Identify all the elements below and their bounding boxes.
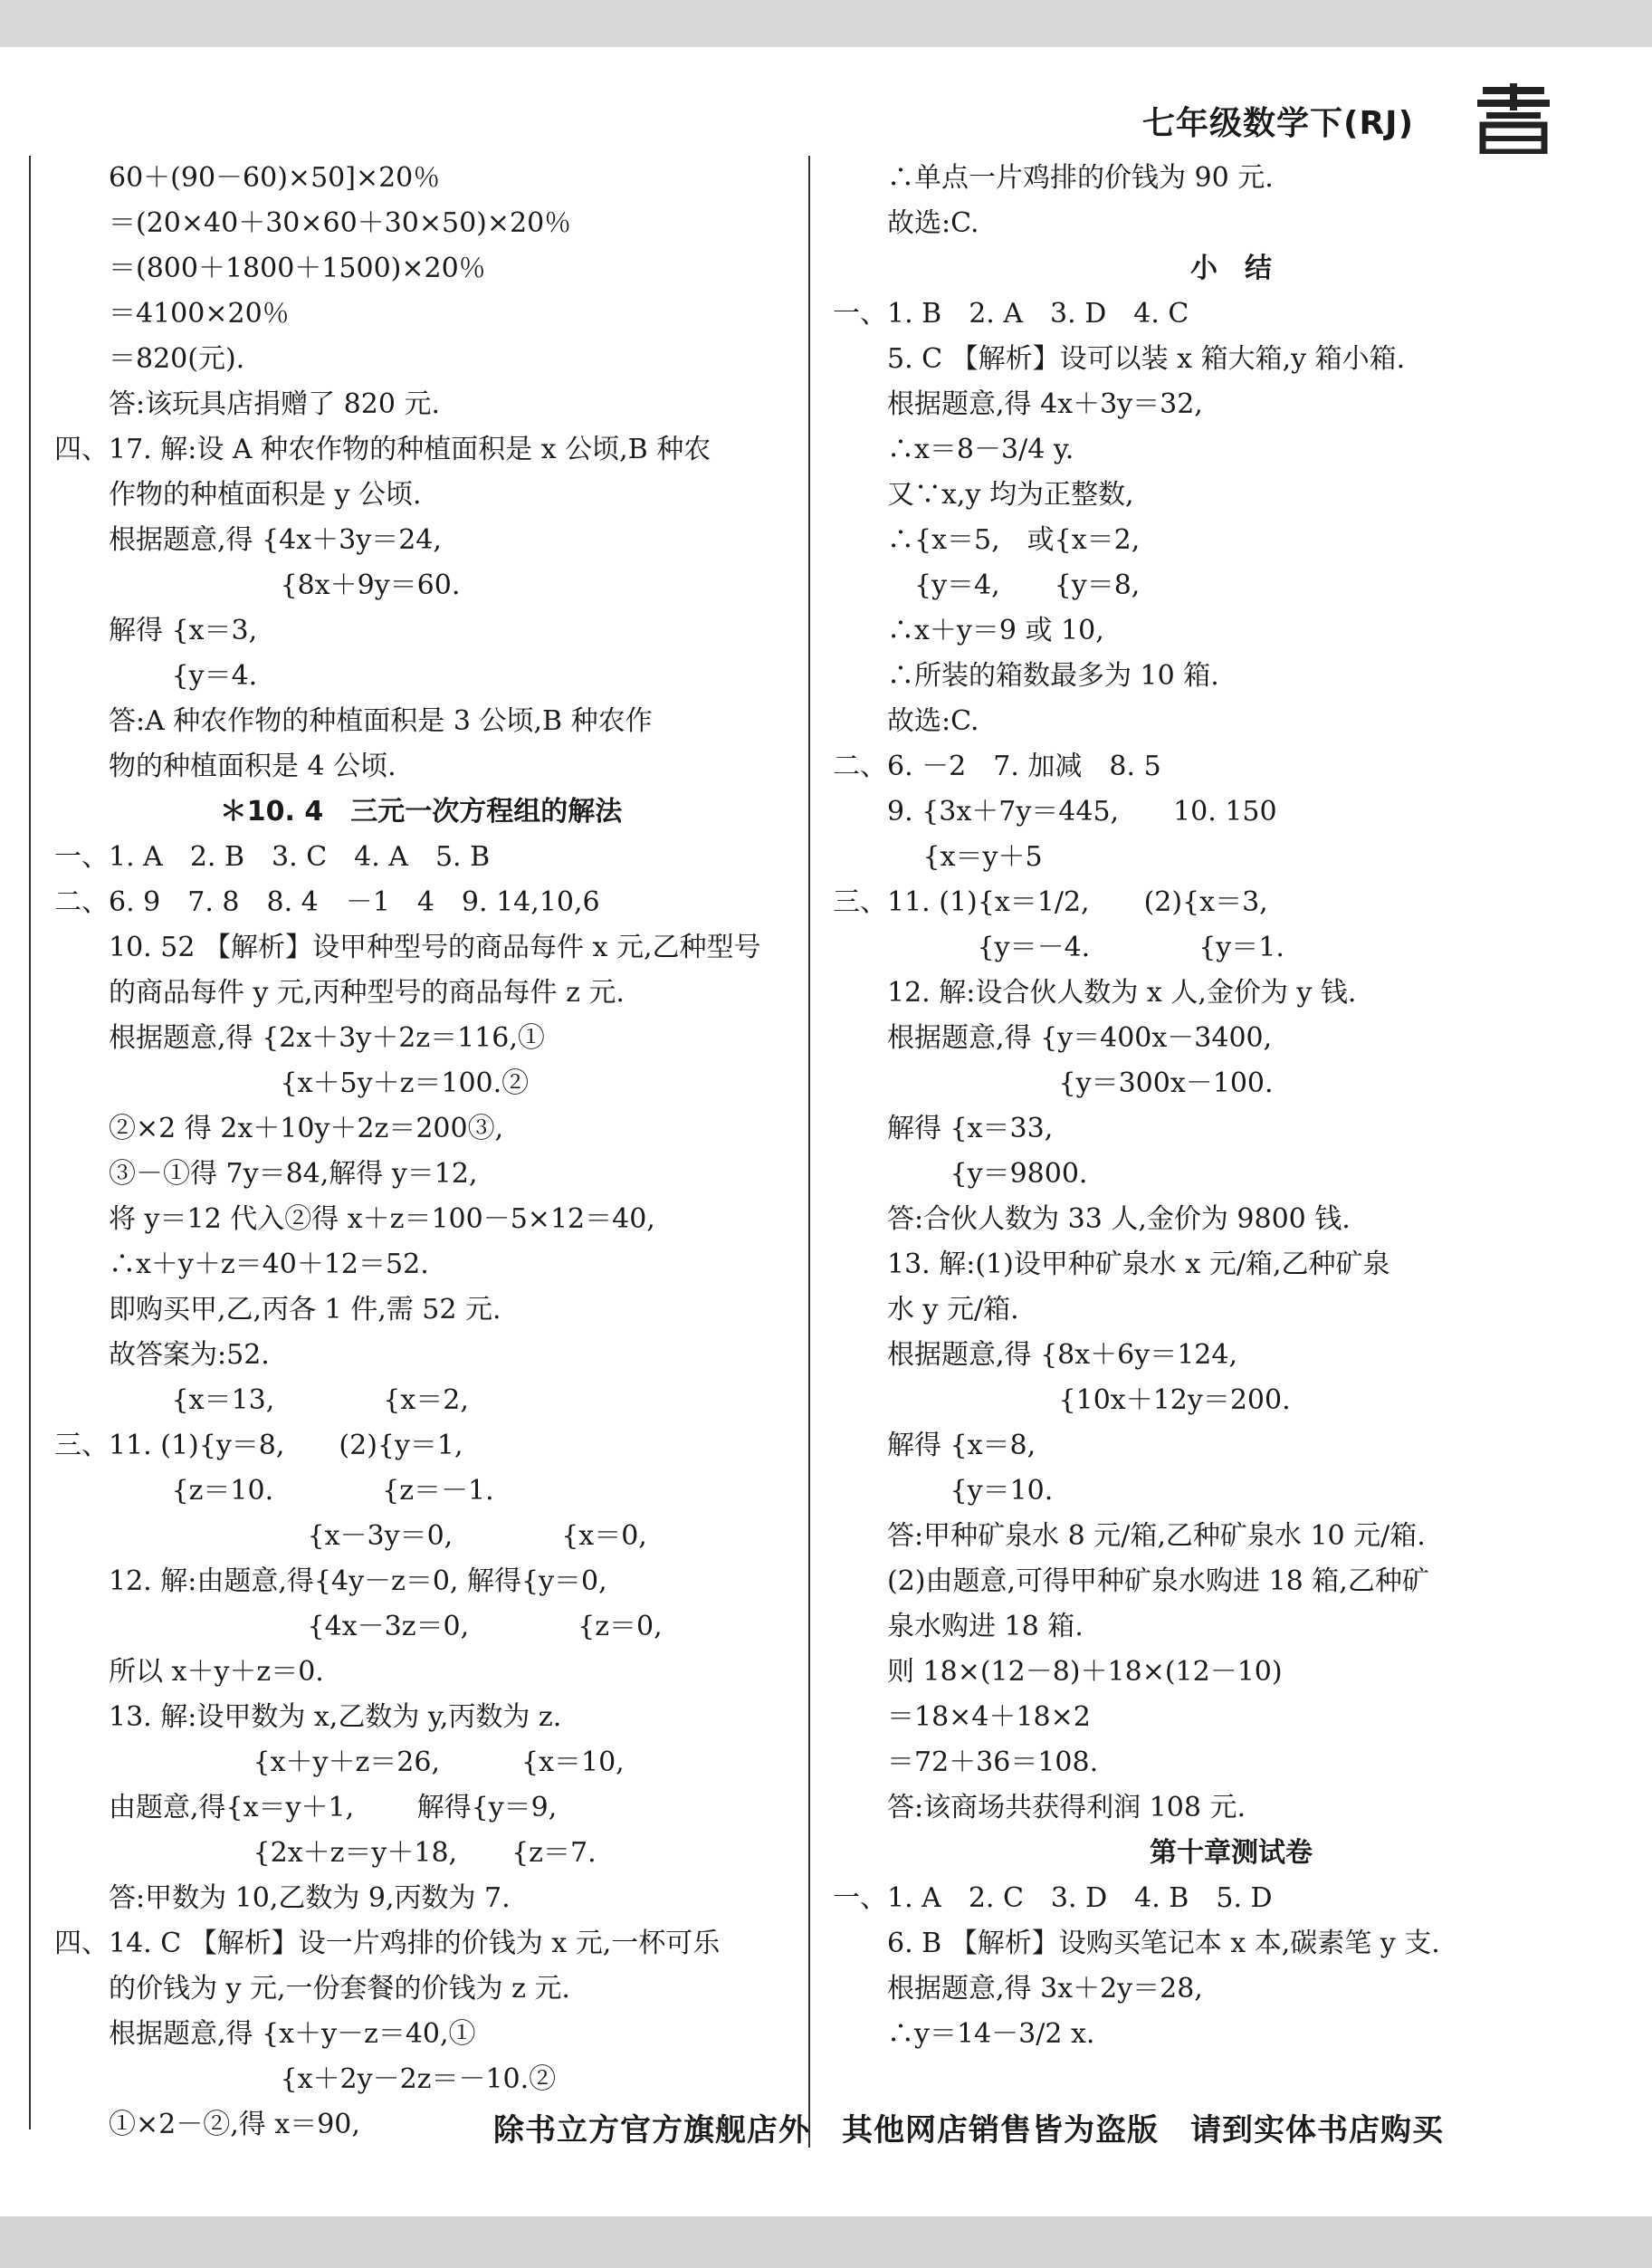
answer-line: ∴单点一片鸡排的价钱为 90 元. bbox=[833, 162, 1274, 194]
answer-line: ＝820(元). bbox=[54, 343, 245, 375]
answer-line: ∴{x＝5, 或{x＝2, bbox=[833, 524, 1141, 556]
answer-line: ③－①得 7y＝84,解得 y＝12, bbox=[54, 1158, 478, 1190]
answer-line: 5. C 【解析】设可以装 x 箱大箱,y 箱小箱. bbox=[833, 343, 1406, 375]
answer-line: ＝18×4＋18×2 bbox=[833, 1701, 1091, 1733]
answer-line: ＝(20×40＋30×60＋30×50)×20％ bbox=[54, 207, 572, 239]
answer-line: 的价钱为 y 元,一份套餐的价钱为 z 元. bbox=[54, 1973, 570, 2005]
right-lines-block-3 bbox=[833, 1876, 1629, 2057]
answer-line: 根据题意,得 4x＋3y＝32, bbox=[833, 388, 1203, 420]
answer-line: (2)由题意,可得甲种矿泉水购进 18 箱,乙种矿 bbox=[833, 1565, 1429, 1597]
answer-line: {4x－3z＝0, {z＝0, bbox=[54, 1611, 663, 1642]
answer-line: 答:该商场共获得利润 108 元. bbox=[833, 1792, 1246, 1823]
answer-line: 13. 解:(1)设甲种矿泉水 x 元/箱,乙种矿泉 bbox=[833, 1249, 1390, 1280]
answer-line: 答:甲种矿泉水 8 元/箱,乙种矿泉水 10 元/箱. bbox=[833, 1520, 1426, 1552]
answer-line: ②×2 得 2x＋10y＋2z＝200③, bbox=[54, 1113, 504, 1144]
answer-line: 答:A 种农作物的种植面积是 3 公顷,B 种农作 bbox=[54, 705, 653, 737]
answer-line: {x－3y＝0, {x＝0, bbox=[54, 1520, 647, 1552]
answer-line: 则 18×(12－8)＋18×(12－10) bbox=[833, 1656, 1283, 1688]
answer-line: {2x＋z＝y＋18, {z＝7. bbox=[54, 1837, 597, 1869]
right-column bbox=[833, 156, 1629, 2057]
section-title-summary: 小 结 bbox=[1190, 253, 1272, 284]
answer-line: 答:该玩具店捐赠了 820 元. bbox=[54, 388, 440, 420]
answer-line: 所以 x＋y＋z＝0. bbox=[54, 1656, 324, 1688]
answer-line: ＝(800＋1800＋1500)×20％ bbox=[54, 253, 486, 284]
answer-line: 10. 52 【解析】设甲种型号的商品每件 x 元,乙种型号 bbox=[54, 932, 761, 963]
answer-line: 13. 解:设甲数为 x,乙数为 y,丙数为 z. bbox=[54, 1701, 562, 1733]
answer-line: 物的种植面积是 4 公顷. bbox=[54, 751, 396, 782]
answer-line: 一、1. A 2. B 3. C 4. A 5. B bbox=[54, 841, 491, 873]
answer-line: 6. B 【解析】设购买笔记本 x 本,碳素笔 y 支. bbox=[833, 1928, 1440, 1959]
answer-line: ＝4100×20％ bbox=[54, 298, 290, 330]
answer-line: ∴所装的箱数最多为 10 箱. bbox=[833, 660, 1219, 692]
answer-line: ∴y＝14－3/2 x. bbox=[833, 2018, 1095, 2050]
answer-line: 即购买甲,乙,丙各 1 件,需 52 元. bbox=[54, 1294, 501, 1325]
answer-line: 由题意,得{x＝y＋1, 解得{y＝9, bbox=[54, 1792, 558, 1823]
book-logo-icon bbox=[1474, 83, 1553, 154]
page-header-title: 七年级数学下(RJ) bbox=[1142, 105, 1415, 142]
answer-line: {z＝10. {z＝－1. bbox=[54, 1475, 494, 1507]
answer-line: {y＝4, {y＝8, bbox=[833, 569, 1141, 601]
answer-line: 二、6. －2 7. 加减 8. 5 bbox=[833, 751, 1161, 782]
answer-line: {x＝y＋5 bbox=[833, 841, 1043, 873]
answer-line: {y＝－4. {y＝1. bbox=[833, 932, 1284, 963]
section-title-chapter-test: 第十章测试卷 bbox=[1150, 1837, 1313, 1869]
answer-line: 12. 解:由题意,得{4y－z＝0, 解得{y＝0, bbox=[54, 1565, 607, 1597]
answer-line: {x＋2y－2z＝－10.② bbox=[54, 2063, 557, 2095]
answer-line: 故选:C. bbox=[833, 207, 979, 239]
answer-line: 解得 {x＝8, bbox=[833, 1430, 1036, 1461]
answer-line: 三、11. (1){x＝1/2, (2){x＝3, bbox=[833, 886, 1268, 918]
bottom-scan-band bbox=[0, 2216, 1652, 2268]
top-scan-band bbox=[0, 0, 1652, 47]
answer-line: 三、11. (1){y＝8, (2){y＝1, bbox=[54, 1430, 463, 1461]
answer-line: ①×2－②,得 x＝90, bbox=[54, 2109, 360, 2140]
left-column bbox=[54, 156, 788, 2148]
answer-line: {y＝10. bbox=[833, 1475, 1054, 1507]
answer-line: 根据题意,得 3x＋2y＝28, bbox=[833, 1973, 1203, 2005]
answer-line: 作物的种植面积是 y 公顷. bbox=[54, 479, 422, 511]
answer-line: 根据题意,得 {x＋y－z＝40,① bbox=[54, 2018, 476, 2050]
answer-line: {x＋5y＋z＝100.② bbox=[54, 1067, 530, 1099]
anti-piracy-notice: 除书立方官方旗舰店外 其他网店销售皆为盗版 请到实体书店购买 bbox=[493, 2112, 1444, 2148]
answer-line: {x＝13, {x＝2, bbox=[54, 1384, 469, 1416]
answer-line: {y＝4. bbox=[54, 660, 258, 692]
answer-line: ＝72＋36＝108. bbox=[833, 1746, 1099, 1778]
answer-line: 9. {3x＋7y＝445, 10. 150 bbox=[833, 796, 1277, 828]
answer-line: 二、6. 9 7. 8 8. 4 －1 4 9. 14,10,6 bbox=[54, 886, 600, 918]
section-title-10-4: ＊10. 4 三元一次方程组的解法 bbox=[219, 796, 623, 828]
answer-line: {x＋y＋z＝26, {x＝10, bbox=[54, 1746, 625, 1778]
answer-line: 一、1. B 2. A 3. D 4. C bbox=[833, 298, 1189, 330]
left-margin-rule bbox=[29, 156, 31, 2129]
answer-line: {8x＋9y＝60. bbox=[54, 569, 461, 601]
answer-line: {10x＋12y＝200. bbox=[833, 1384, 1291, 1416]
left-lines-block-2 bbox=[54, 835, 788, 2148]
answer-line: 故选:C. bbox=[833, 705, 979, 737]
answer-line: 60＋(90－60)×50]×20％ bbox=[54, 162, 441, 194]
answer-line: 12. 解:设合伙人数为 x 人,金价为 y 钱. bbox=[833, 977, 1357, 1009]
answer-line: 解得 {x＝3, bbox=[54, 615, 258, 646]
answer-line: 根据题意,得 {2x＋3y＋2z＝116,① bbox=[54, 1022, 545, 1054]
answer-line: 水 y 元/箱. bbox=[833, 1294, 1019, 1325]
answer-line: 的商品每件 y 元,丙种型号的商品每件 z 元. bbox=[54, 977, 625, 1009]
answer-line: ∴x＝8－3/4 y. bbox=[833, 434, 1074, 465]
left-lines-block-1 bbox=[54, 156, 788, 789]
right-lines-block-2 bbox=[833, 292, 1629, 1831]
answer-line: 根据题意,得 {8x＋6y＝124, bbox=[833, 1339, 1237, 1371]
answer-line: 四、14. C 【解析】设一片鸡排的价钱为 x 元,一杯可乐 bbox=[54, 1928, 721, 1959]
answer-line: 一、1. A 2. C 3. D 4. B 5. D bbox=[833, 1882, 1273, 1914]
answer-line: 泉水购进 18 箱. bbox=[833, 1611, 1084, 1642]
answer-line: ∴x＋y＋z＝40＋12＝52. bbox=[54, 1249, 429, 1280]
answer-line: 答:甲数为 10,乙数为 9,丙数为 7. bbox=[54, 1882, 511, 1914]
answer-line: 四、17. 解:设 A 种农作物的种植面积是 x 公顷,B 种农 bbox=[54, 434, 711, 465]
column-divider bbox=[808, 156, 810, 2148]
answer-line: 根据题意,得 {4x＋3y＝24, bbox=[54, 524, 442, 556]
answer-line: ∴x＋y＝9 或 10, bbox=[833, 615, 1104, 646]
answer-line: 故答案为:52. bbox=[54, 1339, 270, 1371]
right-lines-block-1 bbox=[833, 156, 1629, 246]
answer-line: 根据题意,得 {y＝400x－3400, bbox=[833, 1022, 1273, 1054]
answer-line: 答:合伙人数为 33 人,金价为 9800 钱. bbox=[833, 1203, 1351, 1235]
answer-line: 将 y＝12 代入②得 x＋z＝100－5×12＝40, bbox=[54, 1203, 655, 1235]
answer-line: {y＝300x－100. bbox=[833, 1067, 1274, 1099]
answer-line: 又∵x,y 均为正整数, bbox=[833, 479, 1134, 511]
answer-line: {y＝9800. bbox=[833, 1158, 1088, 1190]
answer-line: 解得 {x＝33, bbox=[833, 1113, 1054, 1144]
